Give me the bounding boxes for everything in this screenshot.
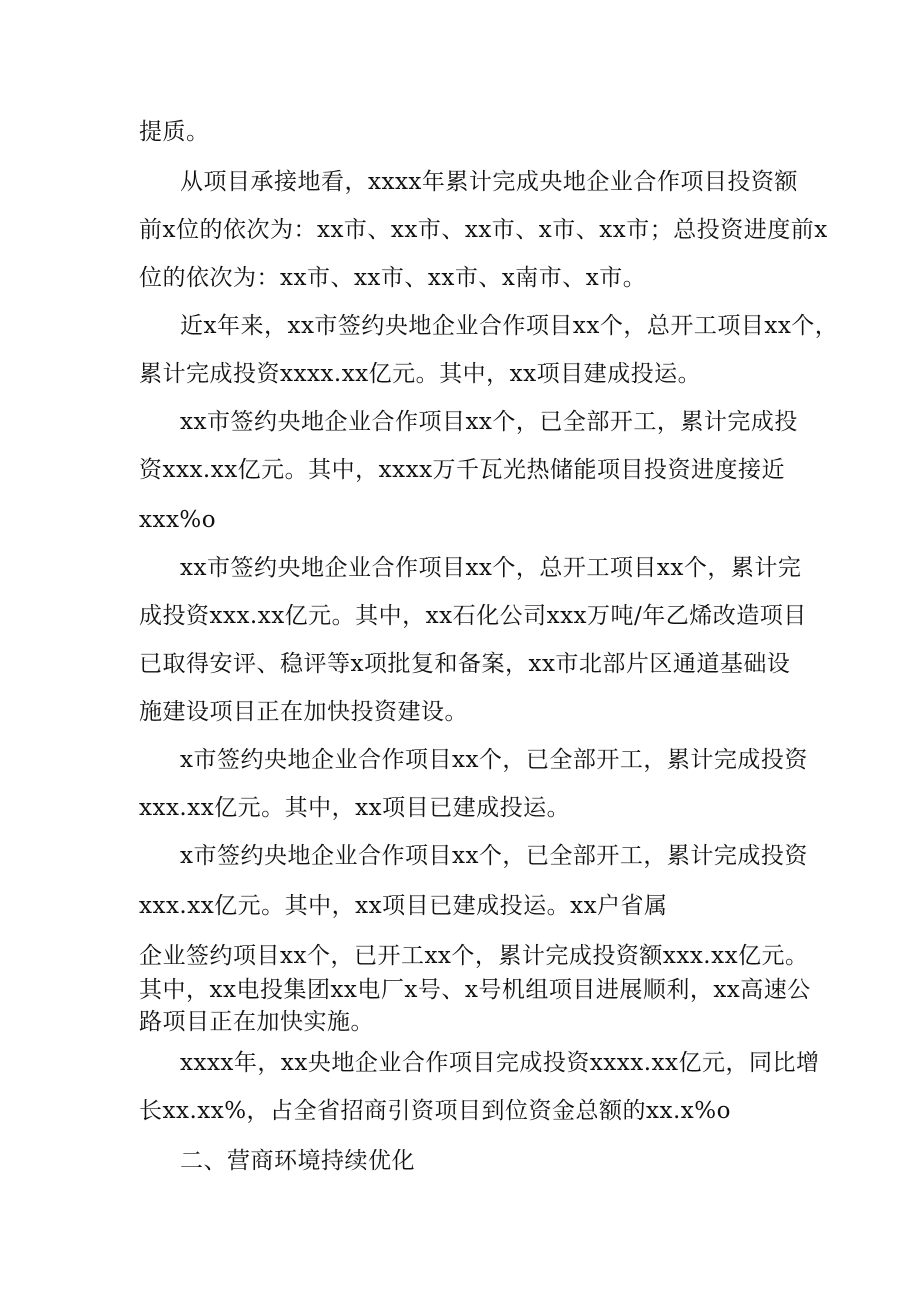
text-line: 从项目承接地看，xxxx年累计完成央地企业合作项目投资额 [180,169,798,195]
text-line: 前x位的依次为：xx市、xx市、xx市、x市、xx市；总投资进度前x [139,217,828,243]
text-line: 路项目正在加快实施。 [139,1009,374,1035]
text-line: 资xxx.xx亿元。其中，xxxx万千瓦光热储能项目投资进度接近 [139,457,786,483]
text-line: 提质。 [139,119,210,145]
section-heading: 二、营商环境持续优化 [180,1148,415,1174]
text-line: 长xx.xx%，占全省招商引资项目到位资金总额的xx.x%o [139,1098,731,1124]
text-line: 已取得安评、稳评等x项批复和备案，xx市北部片区通道基础设 [139,651,791,677]
text-line: 施建设项目正在加快投资建设。 [139,699,468,725]
text-line: xxxx年，xx央地企业合作项目完成投资xxxx.xx亿元，同比增 [180,1050,820,1076]
text-line: 近x年来，xx市签约央地企业合作项目xx个，总开工项目xx个， [180,313,839,339]
text-line: 位的依次为：xx市、xx市、xx市、x南市、x市。 [139,265,647,291]
text-line: xxx.xx亿元。其中，xx项目已建成投运。xx户省属 [139,893,668,919]
text-line: xxx.xx亿元。其中，xx项目已建成投运。 [139,795,571,821]
text-line: 企业签约项目xx个，已开工xx个，累计完成投资额xxx.xx亿元。 [139,943,809,969]
text-line: 其中，xx电投集团xx电厂x号、x号机组项目进展顺利，xx高速公 [139,977,811,1003]
text-line: xx市签约央地企业合作项目xx个，总开工项目xx个，累计完 [180,555,802,581]
text-line: xxx%o [139,507,217,533]
text-line: xx市签约央地企业合作项目xx个，已全部开工，累计完成投 [180,409,798,435]
text-line: x市签约央地企业合作项目xx个，已全部开工，累计完成投资 [180,747,808,773]
text-line: x市签约央地企业合作项目xx个，已全部开工，累计完成投资 [180,843,808,869]
text-line: 累计完成投资xxxx.xx亿元。其中，xx项目建成投运。 [139,361,702,387]
text-line: 成投资xxx.xx亿元。其中，xx石化公司xxx万吨/年乙烯改造项目 [139,603,807,629]
